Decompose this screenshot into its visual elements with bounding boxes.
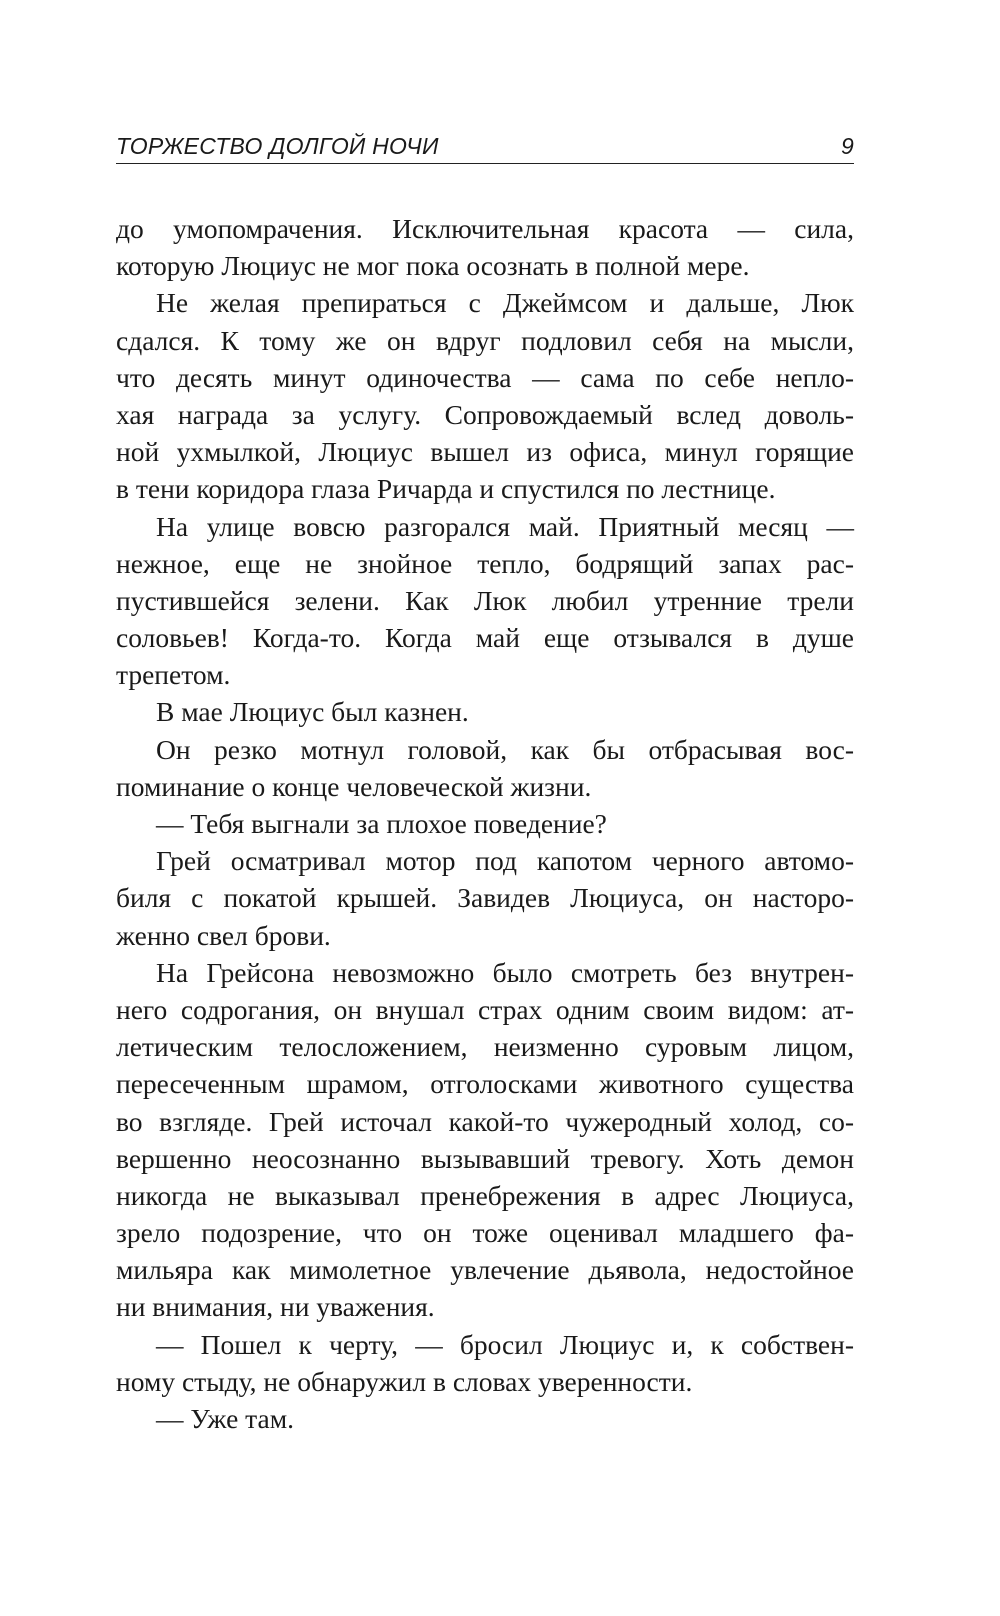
text-line: На улице вовсю разгорался май. Приятный месяц —	[156, 510, 854, 542]
text-line: Он резко мотнул головой, как бы отбрасывая вос-	[156, 733, 854, 765]
text-line: Не желая препираться с Джеймсом и дальше, Люк	[156, 287, 854, 319]
page-number: 9	[841, 133, 854, 159]
text-line: нежное, еще не знойное тепло, бодрящий запах рас-	[116, 547, 854, 579]
text-line: На Грейсона невозможно было смотреть без внутрен-	[156, 956, 854, 988]
text-line: ному стыду, не обнаружил в словах уверенности.	[116, 1365, 693, 1397]
text-line: — Тебя выгнали за плохое поведение?	[156, 808, 607, 839]
book-title: ТОРЖЕСТВО ДОЛГОЙ НОЧИ	[116, 133, 439, 159]
text-line: — Уже там.	[156, 1403, 294, 1434]
header-rule	[116, 163, 854, 164]
text-line: мильяра как мимолетное увлечение дьявола, недостойное	[116, 1254, 854, 1286]
text-line: женно свел брови.	[116, 919, 331, 951]
text-line: В мае Люциус был казнен.	[156, 696, 469, 728]
text-line: во взгляде. Грей источал какой-то чужеродный холод, со-	[116, 1105, 854, 1137]
text-line: в тени коридора глаза Ричарда и спустился по лестнице.	[116, 473, 776, 505]
text-line: вершенно неосознанно вызывавший тревогу. Хоть демон	[116, 1142, 854, 1174]
text-line: трепетом.	[116, 659, 231, 691]
text-line: Грей осматривал мотор под капотом черного автомо-	[156, 845, 854, 877]
text-line: никогда не выказывал пренебрежения в адрес Люциуса,	[116, 1179, 854, 1211]
text-line: зрело подозрение, что он тоже оценивал младшего фа-	[116, 1217, 854, 1249]
book-page	[116, 0, 854, 1616]
text-line: соловьев! Когда-то. Когда май еще отзывался в душе	[116, 622, 854, 654]
text-line: ни внимания, ни уважения.	[116, 1291, 435, 1323]
text-line: хая награда за услугу. Сопровождаемый вслед доволь-	[116, 398, 854, 430]
text-line: которую Люциус не мог пока осознать в полной мере.	[116, 250, 750, 282]
text-line: до умопомрачения. Исключительная красота — сила,	[116, 213, 854, 244]
text-line: летическим телосложением, неизменно суровым лицом,	[116, 1031, 854, 1063]
text-line: что десять минут одиночества — сама по себе непло-	[116, 361, 854, 393]
text-line: сдался. К тому же он вдруг подловил себя на мысли,	[116, 324, 854, 356]
text-line: — Пошел к черту, — бросил Люциус и, к собствен-	[156, 1328, 854, 1360]
text-line: поминание о конце человеческой жизни.	[116, 770, 592, 802]
text-line: пустившейся зелени. Как Люк любил утренние трели	[116, 584, 854, 616]
text-line: ной ухмылкой, Люциус вышел из офиса, минул горящие	[116, 436, 854, 468]
text-line: него содрогания, он внушал страх одним своим видом: ат-	[116, 993, 854, 1025]
text-line: биля с покатой крышей. Завидев Люциуса, он насторо-	[116, 882, 854, 914]
body-text	[116, 210, 854, 1437]
text-line: пересеченным шрамом, отголосками животного существа	[116, 1068, 854, 1100]
running-header	[116, 122, 854, 160]
